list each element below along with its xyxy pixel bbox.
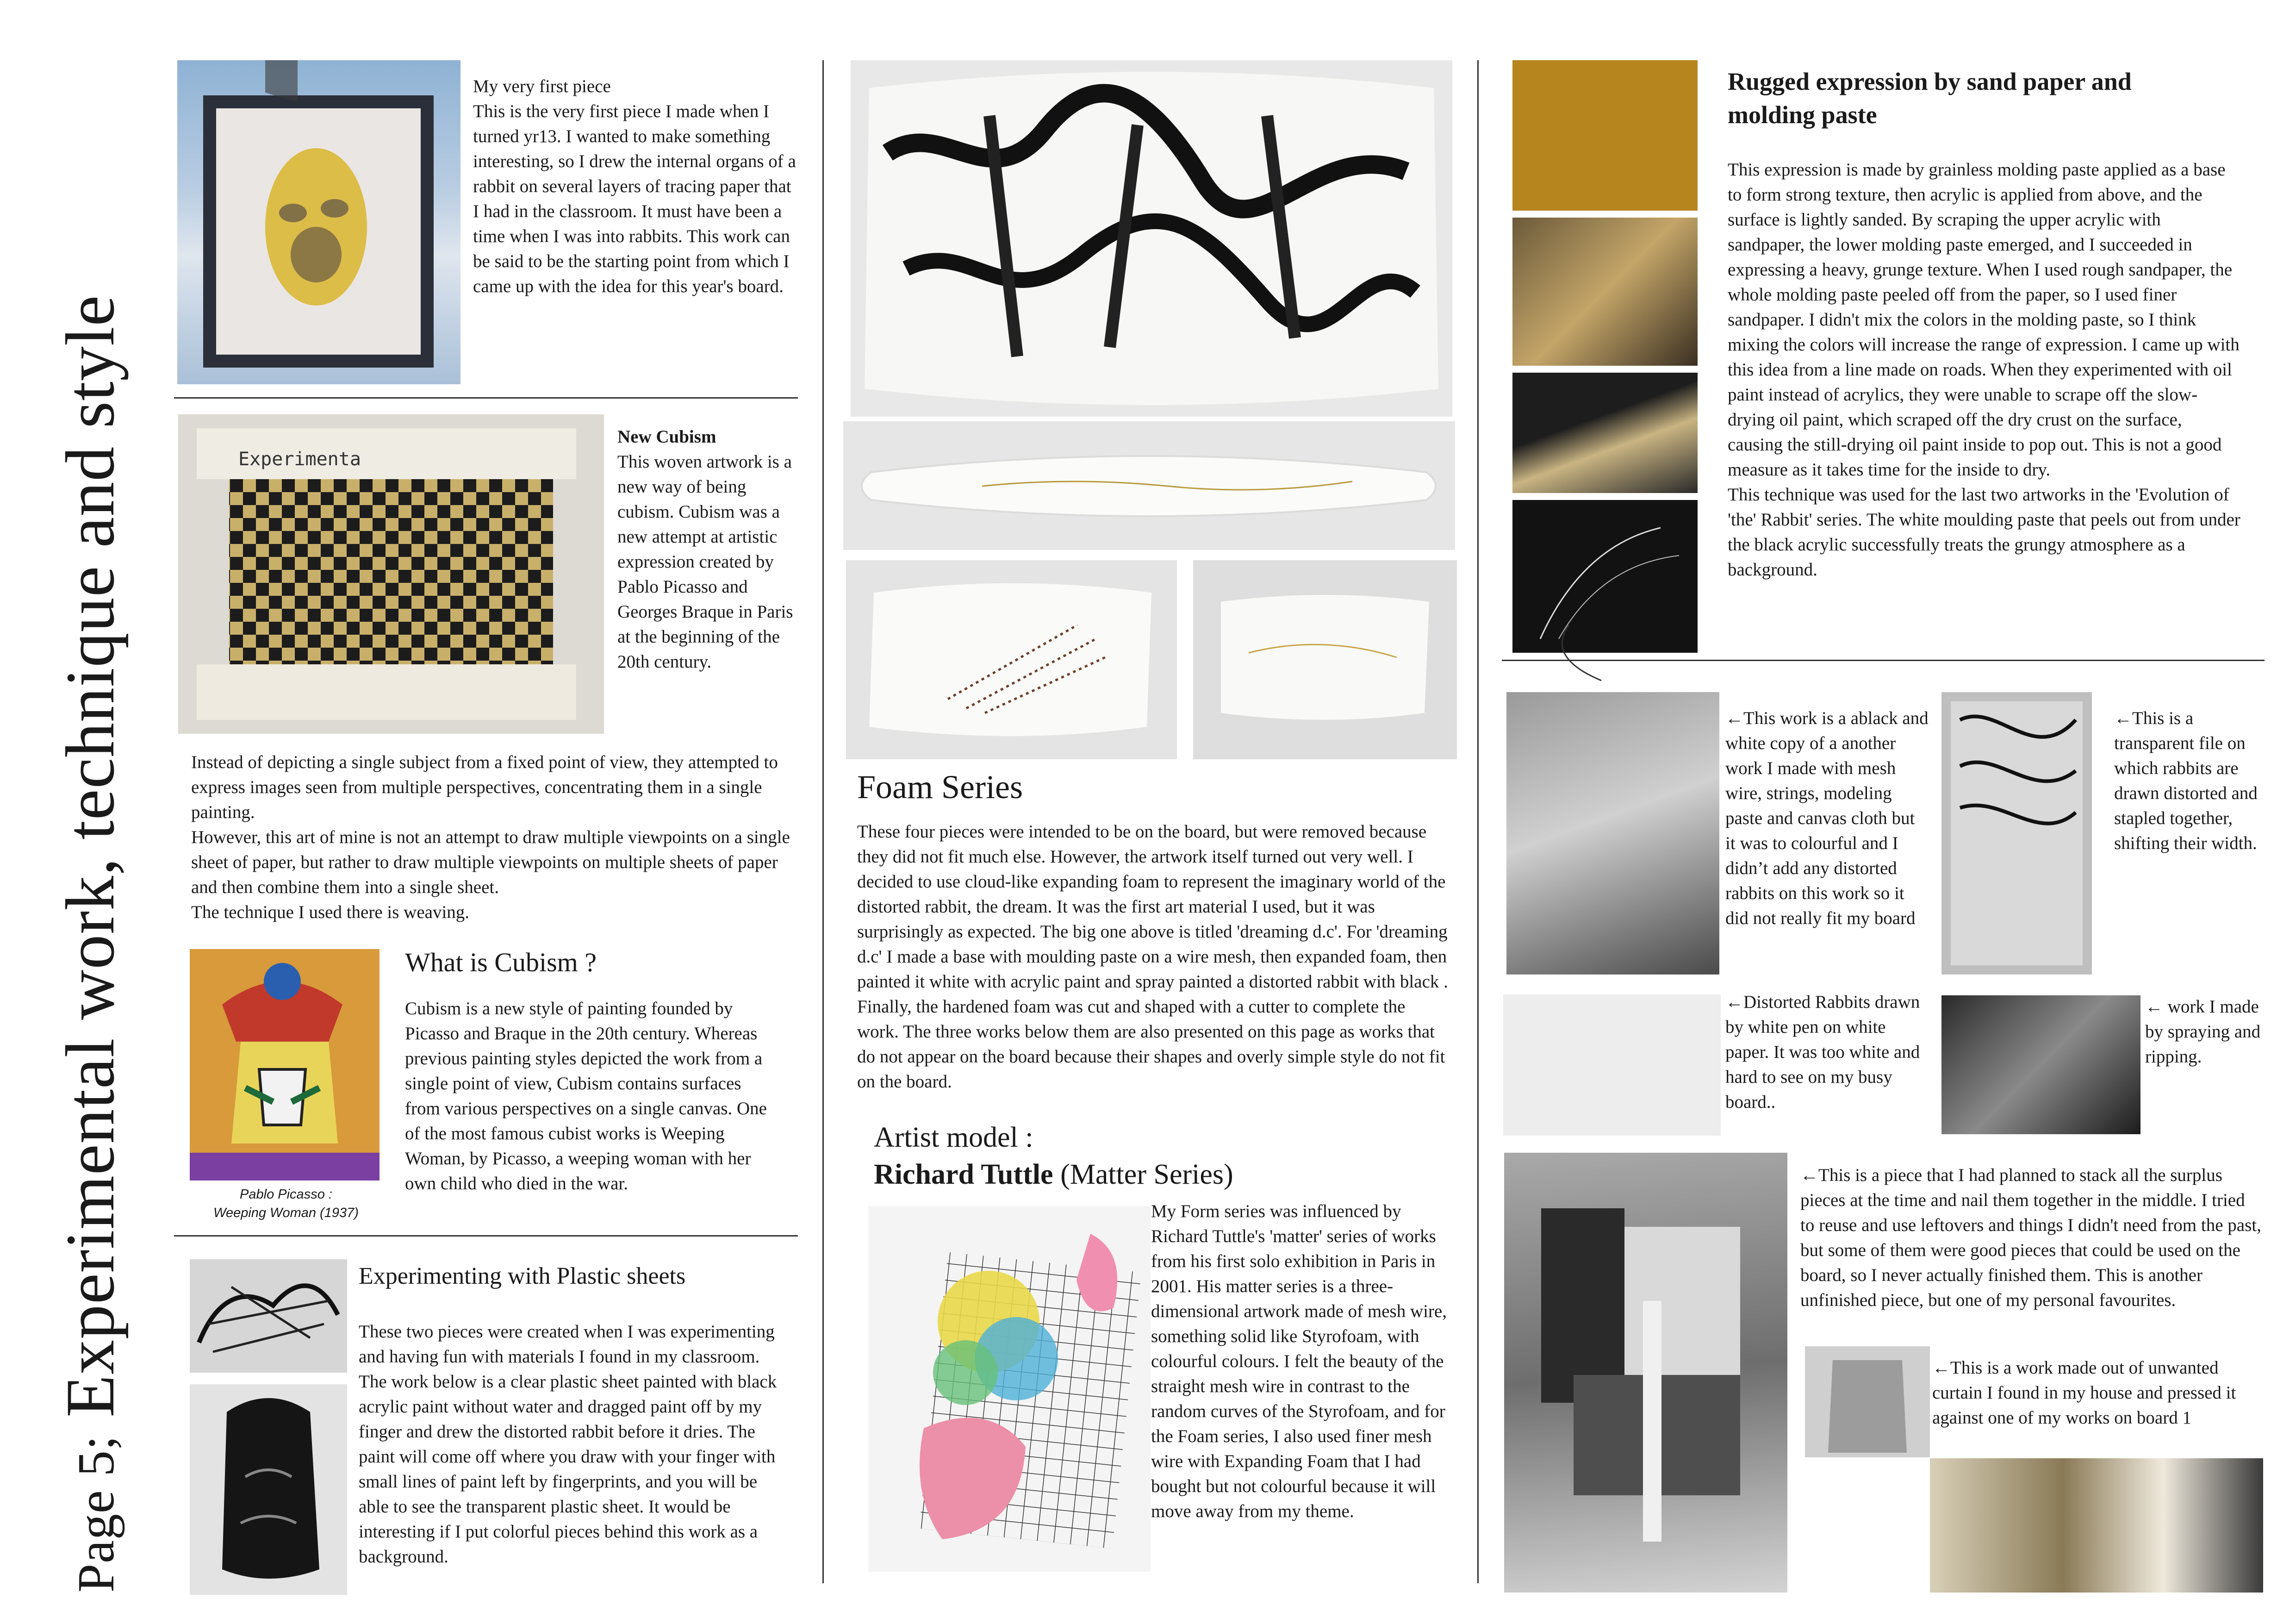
- sandpaper-texture-photo-1: [1512, 60, 1698, 211]
- new-cubism-full-text: [191, 750, 802, 925]
- stack-note: [1800, 1163, 2263, 1313]
- foam-series-text: These four pieces were intended to be on the board, but were removed because they did not fit much else. However, the artwork itself turned out very well. I decided to use cloud-like expanding foam to represent the imaginary world of the distorted rabbit, the dream. It was the first art material I used, but it was surprisingly as expected. The big one above is titled 'dreaming d.c'. For 'dreaming d.c' I made a base with moulding paste on a wire mesh, then expanded foam, then painted it white with acrylic paint and spray painted a distorted rabbit with black . Finally, the hardened foam was cut and shaped with a cutter to complete the work. The three works below them are also presented on this page as works that do not appear on the board because their shapes and overly simple style do not fit on the board.: [857, 822, 1448, 1092]
- column-divider-2: [1477, 60, 1479, 1583]
- plastic-sheet-photo-1: [190, 1259, 347, 1373]
- dreaming-dc-foam-photo: [851, 60, 1452, 417]
- rugged-heading: Rugged expression by sand paper and molding paste: [1728, 68, 2132, 129]
- curtain-print-photo-2: [1930, 1458, 2263, 1593]
- column-divider-1: [822, 60, 824, 1583]
- first-piece-heading: My very first piece: [473, 76, 611, 96]
- distorted-note-text: ←Distorted Rabbits drawn by white pen on white paper. It was too white and hard to see on my busy board..: [1725, 992, 1920, 1112]
- black-white-note-text: ←This work is a ablack and white copy of a another work I made with mesh wire, strings, modeling paste and canvas cloth but it was to colourful and I didn’t add any distorted rabbits on this work so it did not really fit my board: [1725, 708, 1929, 928]
- foam-series-heading: Foam Series: [857, 768, 1023, 806]
- section-divider: [1502, 660, 2265, 661]
- distorted-rabbits-photo: [1503, 994, 1721, 1136]
- plastic-heading: Experimenting with Plastic sheets: [359, 1263, 686, 1289]
- curtain-note-text: ←This is a work made out of unwanted curtain I found in my house and pressed it against one of my works on board 1: [1932, 1358, 2236, 1428]
- caption-title: Weeping Woman (1937): [213, 1206, 359, 1220]
- artist-model-name: [874, 1157, 1233, 1192]
- what-is-cubism-body: [405, 996, 773, 1196]
- stacked-pieces-photo: [1504, 1153, 1787, 1593]
- page-title-text: Experimental work, technique and style: [52, 294, 129, 1418]
- first-piece-photo: [177, 60, 460, 384]
- curtain-note: [1932, 1355, 2265, 1430]
- new-cubism-side-body: This woven artwork is a new way of being cubism. Cubism was a new attempt at artistic expression created by Pablo Picasso and Georges Braque in Paris at the beginning of the 20th century.: [617, 452, 793, 672]
- transparent-file-photo: [1941, 692, 2092, 974]
- section-divider: [174, 397, 798, 399]
- spraying-work-photo: [1941, 995, 2140, 1134]
- plastic-sheet-photo-2: [190, 1384, 347, 1595]
- foam-piece-photo-2: [1193, 560, 1457, 759]
- connector-line: [1527, 620, 1620, 685]
- transparent-note: [2114, 706, 2262, 856]
- artist-name: Richard Tuttle: [874, 1159, 1053, 1190]
- black-white-copy-photo: [1506, 692, 1719, 974]
- artist-model-body: [1151, 1199, 1452, 1524]
- distorted-note: [1725, 990, 1929, 1115]
- new-cubism-side-text: [617, 425, 793, 675]
- weeping-woman-image: [190, 949, 380, 1181]
- plastic-text: These two pieces were created when I was experimenting and having fun with materials I found in my classroom. The work below is a clear plastic sheet painted with black acrylic paint without water and dragged paint off by my finger and drew the distorted rabbit before it dries. The paint will come off where you draw with your finger with small lines of paint left by fingerprints, and you will be able to see the transparent plastic sheet. It would be interesting if I put colorful pieces behind this work as a background.: [359, 1322, 777, 1567]
- first-piece-text: [473, 74, 797, 299]
- rugged-body: [1728, 157, 2241, 582]
- rugged-text-2: This technique was used for the last two artworks in the 'Evolution of 'the' Rabbit' series. The white moulding paste that peels out from under the black acrylic successfully treats the grungy atmosphere as a background.: [1728, 485, 2240, 580]
- stack-note-text: ←This is a piece that I had planned to stack all the surplus pieces at the time and nail them together in the middle. I tried to reuse and use leftovers and things I didn't need from the past, but some of them were good pieces that could be used on the board, so I never actually finished them. This is another unfinished piece, but one of my personal favourites.: [1800, 1165, 2261, 1310]
- what-is-cubism-heading: What is Cubism ?: [405, 947, 597, 977]
- sandpaper-texture-photo-3: [1512, 373, 1698, 493]
- artist-series: (Matter Series): [1053, 1159, 1233, 1190]
- rugged-text-1: This expression is made by grainless molding paste applied as a base to form strong texture, then acrylic is applied from above, and the surface is lightly sanded. By scraping the upper acrylic with sandpaper, the lower molding paste emerged, and I succeeded in expressing a heavy, grunge texture. When I used rough sandpaper, the whole molding paste peeled off from the paper, so I used finer sandpaper. I didn't mix the colors in the molding paste, so I think mixing the colors will increase the range of expression. I came up with this idea from a line made on roads. When they experimented with oil paint instead of acrylics, they were unable to scrape off the slow-drying oil paint, which scraped off the dry crust on the surface, causing the still-drying oil paint inside to pop out. This is not a good measure as it takes time for the inside to dry.: [1728, 160, 2240, 480]
- foam-piece-photo-1: [846, 560, 1177, 759]
- sandpaper-texture-photo-2: [1512, 218, 1698, 366]
- black-white-note: [1725, 706, 1929, 931]
- artist-model-label: Artist model :: [874, 1122, 1033, 1153]
- section-divider: [174, 1235, 798, 1237]
- weeping-woman-caption: [184, 1185, 388, 1222]
- page-title: [52, 294, 131, 1593]
- transparent-note-text: ←This is a transparent file on which rabbits are drawn distorted and stapled together, shifting their width.: [2114, 708, 2258, 853]
- richard-tuttle-artwork-photo: [868, 1206, 1151, 1572]
- spraying-note-text: ← work I made by spraying and ripping.: [2145, 997, 2261, 1067]
- curtain-print-photo-1: [1805, 1346, 1930, 1457]
- page-number: Page 5;: [68, 1435, 125, 1593]
- first-piece-body: This is the very first piece I made when I turned yr13. I wanted to make something interesting, so I drew the internal organs of a rabbit on several layers of tracing paper that I had in the classroom. It must have been a time when I was into rabbits. This work can be said to be the starting point from which I came up with the idea for this year's board.: [473, 101, 796, 296]
- foam-strip-photo: [843, 421, 1455, 550]
- foam-series-body: [857, 819, 1450, 1094]
- caption-artist: Pablo Picasso :: [240, 1187, 332, 1202]
- artist-model-text: My Form series was influenced by Richard Tuttle's 'matter' series of works from his first solo exhibition in Paris in 2001. His matter series is a three-dimensional artwork made of mesh wire, something solid like Styrofoam, with colourful colours. I felt the beauty of the straight mesh wire in contrast to the random curves of the Styrofoam, and for the Foam series, I also used finer mesh wire with Expanding Foam that I had bought but not colourful because it will move away from my theme.: [1151, 1201, 1447, 1521]
- woven-label: Experimenta: [238, 449, 361, 470]
- spraying-note: [2145, 994, 2265, 1069]
- new-cubism-body-3: The technique I used there is weaving.: [191, 902, 470, 922]
- new-cubism-body-2: However, this art of mine is not an attempt to draw multiple viewpoints on a single sheet of paper, but rather to draw multiple viewpoints on multiple sheets of paper and then combine them into a single sheet.: [191, 827, 790, 897]
- new-cubism-heading: New Cubism: [617, 427, 716, 447]
- woven-artwork-photo: [178, 414, 604, 734]
- plastic-body: [359, 1319, 784, 1569]
- what-is-cubism-text: Cubism is a new style of painting founded by Picasso and Braque in the 20th century. Whereas previous painting styles depicted the work from a single point of view, Cubism contains surfaces from various perspectives on a single canvas. One of the most famous cubist works is Weeping Woman, by Picasso, a weeping woman with her own child who died in the war.: [405, 999, 767, 1193]
- new-cubism-body-1: Instead of depicting a single subject from a fixed point of view, they attempted to express images seen from multiple perspectives, concentrating them in a single painting.: [191, 752, 778, 822]
